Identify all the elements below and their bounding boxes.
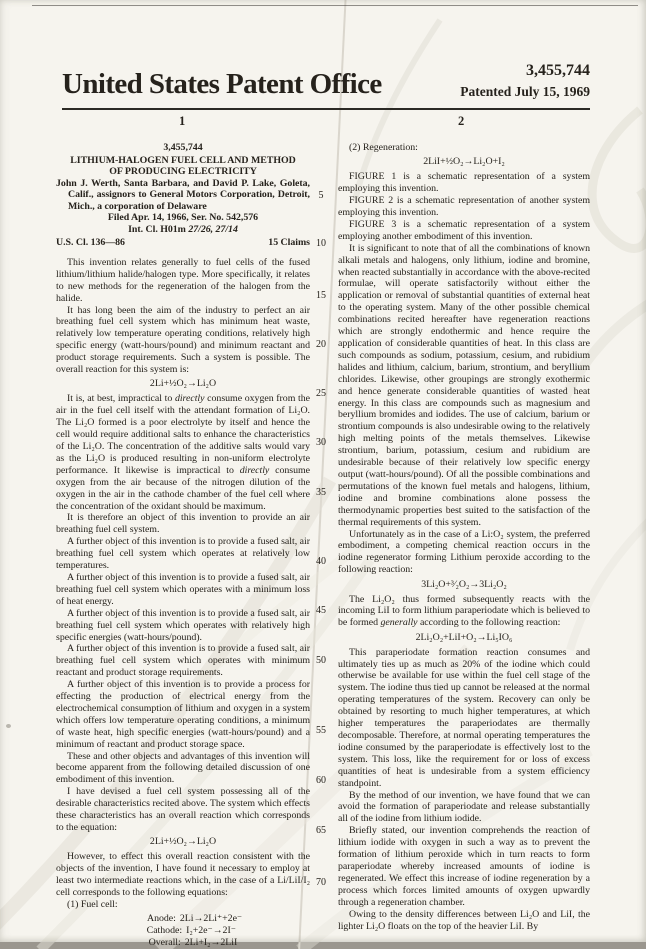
- line-number: 10: [316, 238, 326, 249]
- line-number: 5: [318, 190, 324, 201]
- line-number: 60: [316, 775, 326, 786]
- paragraph: This paraperiodate formation reaction consumes and ultimately ties up as much as 20% of the iodine which could otherwise be available for use within the fuel cell stage of the system. The iodine thus tied up cannot be released at the normal operating temperatures of the system. Recovery can only be obtained by resorting to much higher temperatures, at which higher temperatures the paraperiodates are thermally decomposable. Therefore, at normal operating temperatures the iodine consumed by the paraperiodate is effectively lost to the system. This loss, like the requirement for or loss of excess quantities of heat is undesirable from a system efficiency standpoint.: [338, 646, 590, 789]
- overall-equation: [129, 937, 238, 949]
- paragraph: It is, at best, impractical to directly consume oxygen from the air in the fuel cell itself with the attendant formation of Li₂O. The Li₂O formed is a poor electrolyte by itself and hence the cell would require additional salts to enhance the characteristics of the Li₂O. The concentration of the additive salts would vary as the Li₂O is produced resulting in non-uniform electrolyte performance. It likewise is impractical to directly consume oxygen from the air because of the nitrogen dilution of the oxygen in the air in the cathode chamber of the fuel cell where the concentration of the oxidant should be maximum.: [56, 393, 310, 512]
- header-rule: [62, 108, 590, 110]
- line-number: 45: [316, 605, 326, 616]
- us-cl: U.S. Cl. 136—86: [56, 237, 125, 248]
- line-number: 20: [316, 339, 326, 350]
- overall-formula: 2Li+I₂→2LiI: [184, 936, 238, 948]
- paragraph: FIGURE 1 is a schematic representation of a system employing this invention.: [338, 171, 590, 195]
- anode-formula: 2Li→2Li⁺+2e⁻: [179, 912, 243, 924]
- paragraph: It has long been the aim of the industry to perfect an air breathing fuel cell system which has minimum heat waste, relatively low temperature operating conditions, relatively high specific energy (watt-hours/pound) and minimum reactant and product storage requirements. Such a system is possible. The overall reaction for this system is:: [56, 304, 310, 376]
- invention-title-line1: LITHIUM-HALOGEN FUEL CELL AND METHOD: [70, 154, 296, 166]
- scan-speck: [6, 724, 11, 728]
- paragraph: A further object of this invention is to provide a fused salt, air breathing fuel cell system which operates with relatively high specific energies (watt-hours/pound).: [56, 607, 310, 643]
- paragraph: A further object of this invention is to provide a fused salt, air breathing fuel cell system which operates with a minimum loss of heat energy.: [56, 571, 310, 607]
- us-cl-row: [56, 237, 310, 249]
- paragraph: However, to effect this overall reaction consistent with the objects of the invention, I have found it necessary to employ at least two intermediate reactions which, in the case of a Li/LiI/I₂ cell corresponds to the following equations:: [56, 851, 310, 899]
- line-number: 55: [316, 725, 326, 736]
- equation-overall-1: 2Li+½O₂→Li₂O: [149, 378, 217, 390]
- paragraph: It is significant to note that of all the combinations of known alkali metals and halogens, only lithium, iodine and bromine, when reacted substantially in accordance with the above-recited formulae, will operate satisfactorily without either the application or removal of substantial quantities of external heat to the operating system. Many of the other possible chemical combinations recited hereafter have regeneration reactions which are strongly endothermic and hence require the application of considerable quantities of heat. In this class are such compounds as sodium, potassium, cesium, and rubidium halides and lithium, calcium, barium, strontium, and beryllium chlorides. Likewise, other groupings are strongly exothermic and hence generate considerable quantities of wasted heat energy. In this class are compounds such as magnesium and beryllium bromides and iodides. The use of calcium, barium or strontium compounds is also undesirable owing to the relatively high melting points of the metals themselves. Likewise strontium, barium, potassium, cesium and rubidium are undesirable because of their relatively low specific energy output (watt-hours/pound). Of all the possible combinations and permutations of the known fuel metals and halogens, lithium, iodine and bromine combinations alone possess the thermodynamic properties best suited to the satisfaction of the thermal requirements of this system.: [338, 242, 590, 528]
- regeneration-heading: (2) Regeneration:: [349, 142, 418, 153]
- cathode-label: Cathode:: [146, 924, 183, 936]
- right-column: [338, 142, 590, 932]
- paragraph: Unfortunately as in the case of a Li:O₂ system, the preferred embodiment, a competing chemical reaction occurs in the iodine regenerator forming Lithium peroxide according to the following reaction:: [338, 528, 590, 576]
- column-label-right: 2: [458, 114, 465, 128]
- line-number: 35: [316, 487, 326, 498]
- paragraph: FIGURE 3 is a schematic representation of a system employing another embodiment of this invention.: [338, 218, 590, 242]
- inventors-line: John J. Werth, Santa Barbara, and David P. Lake, Goleta, Calif., assignors to General Motors Corporation, Detroit, Mich., a corporation of Delaware: [56, 177, 310, 212]
- claims-count: 15 Claims: [268, 237, 310, 248]
- line-number: 30: [316, 437, 326, 448]
- overall-label: Overall:: [148, 936, 181, 948]
- line-number: 65: [316, 825, 326, 836]
- front-matter-patent-number: 3,455,744: [163, 142, 203, 153]
- paragraph: FIGURE 2 is a schematic representation of another system employing this invention.: [338, 195, 590, 219]
- patented-date: Patented July 15, 1969: [460, 84, 590, 99]
- left-column: [56, 142, 310, 949]
- cathode-formula: I₂+2e⁻→2I⁻: [186, 924, 236, 936]
- scan-edge-line: [32, 5, 638, 6]
- equation-overall-2: 2Li+½O₂→Li₂O: [149, 836, 217, 848]
- paragraph: A further object of this invention is to provide a process for effecting the production of electrical energy from the electrochemical consumption of lithium and oxygen in a system which offers low temperature operating conditions, a minimum of waste heat, high specific energies (watt-hours/pound) and a minimum of reactant and product storage space.: [56, 679, 310, 750]
- filed-line: Filed Apr. 14, 1966, Ser. No. 542,576: [107, 212, 259, 223]
- paragraph: A further object of this invention is to provide a fused salt, air breathing fuel cell system which operates with minimum reactant and product storage requirements.: [56, 643, 310, 679]
- paragraph: This invention relates generally to fuel cells of the fused lithium/lithium halide/halogen type. More specifically, it relates to new methods for the regeneration of the halogen from the halide.: [56, 256, 310, 304]
- paragraph: By the method of our invention, we have found that we can avoid the formation of paraperiodate and release substantially all of the iodine from lithium iodide.: [338, 789, 590, 825]
- anode-label: Anode:: [146, 912, 176, 924]
- line-number: 40: [316, 556, 326, 567]
- paragraph: These and other objects and advantages of this invention will become apparent from the following detailed discussion of one embodiment of this invention.: [56, 750, 310, 786]
- equation-regeneration: 2LiI+½O₂→Li₂O+I₂: [423, 156, 505, 168]
- paragraph: A further object of this invention is to provide a fused salt, air breathing fuel cell system which operates at relatively low temperatures.: [56, 536, 310, 572]
- column-label-left: 1: [179, 114, 186, 128]
- anode-equation: [124, 913, 242, 925]
- page-title: United States Patent Office: [62, 68, 382, 100]
- fuel-cell-heading: (1) Fuel cell:: [67, 898, 118, 910]
- line-number: 25: [316, 388, 326, 399]
- fuel-cell-equations: [56, 913, 310, 949]
- paragraph: The Li₂O₂ thus formed subsequently reacts with the incoming LiI to form lithium paraperiodate which is believed to be formed generally according to the following reaction:: [338, 593, 590, 629]
- line-number: 15: [316, 290, 326, 301]
- patent-number: 3,455,744: [526, 62, 590, 79]
- cathode-equation: [130, 925, 236, 937]
- int-cl-line: Int. Cl. H01m 27/26, 27/14: [128, 223, 238, 235]
- paragraph: Owing to the density differences between Li₂O and LiI, the lighter Li₂O floats on the top of the heavier LiI. By: [338, 908, 590, 932]
- invention-title-line2: OF PRODUCING ELECTRICITY: [109, 166, 257, 177]
- line-number: 50: [316, 655, 326, 666]
- paragraph: Briefly stated, our invention comprehends the reaction of lithium iodide with oxygen in such a way as to prevent the formation of lithium peroxide which in turn reacts to form paraperiodate whereby increased amounts of iodine is regenerated. We effect this increase of iodine regeneration by a process which forces limited amounts of oxygen upwardly through a regeneration chamber.: [338, 825, 590, 908]
- line-number: 70: [316, 877, 326, 888]
- paragraph: I have devised a fuel cell system possessing all of the desirable characteristics recited above. The system which effects these characteristics has an overall reaction which corresponds to the equation:: [56, 786, 310, 833]
- equation-peroxide: 3Li₂O+³⁄₂O₂→3Li₂O₂: [421, 578, 507, 590]
- equation-paraperiodate: 2Li₂O₂+LiI+O₂→Li₅IO₆: [415, 631, 513, 643]
- paragraph: It is therefore an object of this invention to provide an air breathing fuel cell system.: [56, 512, 310, 536]
